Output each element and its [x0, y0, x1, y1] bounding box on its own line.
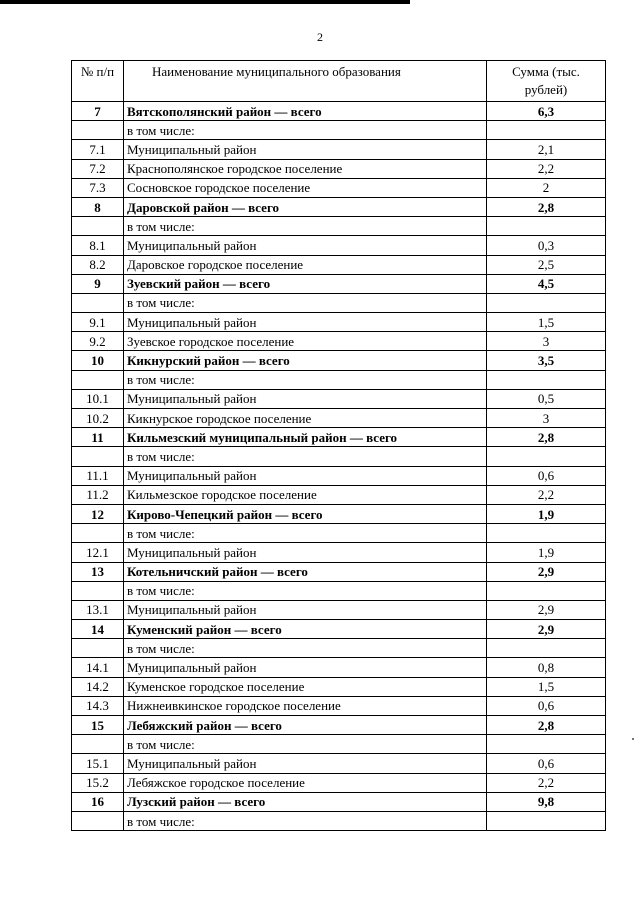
table-row [72, 236, 606, 255]
cell-num: 10 [72, 351, 124, 370]
cell-sum [487, 370, 606, 389]
table-row-total [72, 716, 606, 735]
cell-num: 14 [72, 620, 124, 639]
table-row [72, 485, 606, 504]
cell-name: в том числе: [124, 370, 487, 389]
cell-num: 15 [72, 716, 124, 735]
cell-name: Котельничский район — всего [124, 562, 487, 581]
cell-sum: 1,5 [487, 677, 606, 696]
cell-name: Даровское городское поселение [124, 255, 487, 274]
cell-name: Нижнеивкинское городское поселение [124, 696, 487, 715]
cell-sum: 4,5 [487, 274, 606, 293]
cell-name: Зуевский район — всего [124, 274, 487, 293]
cell-num [72, 811, 124, 830]
cell-num [72, 121, 124, 140]
cell-sum: 2,1 [487, 140, 606, 159]
cell-name: в том числе: [124, 581, 487, 600]
cell-sum: 6,3 [487, 102, 606, 121]
table-row [72, 332, 606, 351]
cell-name: Кикнурский район — всего [124, 351, 487, 370]
cell-sum: 2 [487, 178, 606, 197]
cell-sum [487, 447, 606, 466]
cell-num [72, 293, 124, 312]
cell-sum: 0,6 [487, 696, 606, 715]
table-row-total [72, 102, 606, 121]
cell-num: 14.3 [72, 696, 124, 715]
cell-sum: 2,8 [487, 716, 606, 735]
cell-sum: 2,8 [487, 197, 606, 216]
header-num: № п/п [72, 61, 124, 102]
table-body [72, 102, 606, 831]
cell-name: в том числе: [124, 811, 487, 830]
cell-sum: 2,5 [487, 255, 606, 274]
cell-name: в том числе: [124, 293, 487, 312]
cell-sum [487, 581, 606, 600]
cell-sum: 2,9 [487, 600, 606, 619]
cell-name: Муниципальный район [124, 543, 487, 562]
cell-num: 9 [72, 274, 124, 293]
cell-sum [487, 524, 606, 543]
cell-sum: 1,5 [487, 313, 606, 332]
cell-name: Кильмезское городское поселение [124, 485, 487, 504]
table-row [72, 600, 606, 619]
cell-sum [487, 293, 606, 312]
cell-num [72, 524, 124, 543]
cell-sum: 0,8 [487, 658, 606, 677]
table-row [72, 581, 606, 600]
table-row-total [72, 504, 606, 523]
cell-sum [487, 121, 606, 140]
cell-name: Муниципальный район [124, 389, 487, 408]
cell-sum [487, 811, 606, 830]
cell-name: в том числе: [124, 447, 487, 466]
cell-name: Краснополянское городское поселение [124, 159, 487, 178]
table-row [72, 293, 606, 312]
cell-name: Лебяжский район — всего [124, 716, 487, 735]
cell-num: 13 [72, 562, 124, 581]
table-row [72, 159, 606, 178]
cell-num [72, 370, 124, 389]
top-rule [0, 0, 410, 4]
cell-num: 14.1 [72, 658, 124, 677]
cell-name: в том числе: [124, 639, 487, 658]
cell-name: Сосновское городское поселение [124, 178, 487, 197]
cell-sum: 0,6 [487, 466, 606, 485]
cell-sum: 1,9 [487, 543, 606, 562]
page-number: 2 [317, 30, 323, 44]
cell-sum [487, 735, 606, 754]
cell-name: в том числе: [124, 217, 487, 236]
cell-num [72, 581, 124, 600]
cell-num: 7 [72, 102, 124, 121]
cell-name: Вятскополянский район — всего [124, 102, 487, 121]
cell-num: 8.2 [72, 255, 124, 274]
cell-num: 12.1 [72, 543, 124, 562]
table-row [72, 754, 606, 773]
cell-sum [487, 639, 606, 658]
table-row [72, 178, 606, 197]
cell-name: Даровской район — всего [124, 197, 487, 216]
cell-num: 8 [72, 197, 124, 216]
cell-num: 7.1 [72, 140, 124, 159]
cell-num: 9.2 [72, 332, 124, 351]
table-row-total [72, 792, 606, 811]
table-row [72, 389, 606, 408]
cell-num [72, 447, 124, 466]
table-row [72, 677, 606, 696]
table-row-total [72, 620, 606, 639]
cell-name: Кикнурское городское поселение [124, 409, 487, 428]
table-row [72, 370, 606, 389]
cell-name: Зуевское городское поселение [124, 332, 487, 351]
cell-name: Муниципальный район [124, 600, 487, 619]
cell-num: 11 [72, 428, 124, 447]
table-row [72, 409, 606, 428]
cell-num: 8.1 [72, 236, 124, 255]
cell-sum: 2,2 [487, 485, 606, 504]
cell-sum: 9,8 [487, 792, 606, 811]
cell-sum: 3 [487, 409, 606, 428]
header-sum: Сумма (тыс. рублей) [487, 61, 606, 102]
cell-name: Муниципальный район [124, 466, 487, 485]
cell-sum: 2,9 [487, 620, 606, 639]
table-row [72, 447, 606, 466]
table-row-total [72, 562, 606, 581]
table-row [72, 255, 606, 274]
cell-sum: 0,3 [487, 236, 606, 255]
cell-sum: 2,9 [487, 562, 606, 581]
header-name: Наименование муниципального образования [124, 61, 487, 102]
cell-sum: 3 [487, 332, 606, 351]
cell-num: 12 [72, 504, 124, 523]
table-row [72, 217, 606, 236]
cell-num: 16 [72, 792, 124, 811]
cell-sum: 0,5 [487, 389, 606, 408]
cell-num [72, 217, 124, 236]
cell-name: Муниципальный район [124, 658, 487, 677]
cell-num: 15.2 [72, 773, 124, 792]
table-row-total [72, 274, 606, 293]
cell-num: 13.1 [72, 600, 124, 619]
table-row [72, 524, 606, 543]
table-row [72, 466, 606, 485]
table-row [72, 773, 606, 792]
cell-name: Кирово-Чепецкий район — всего [124, 504, 487, 523]
cell-sum: 2,2 [487, 159, 606, 178]
table-row [72, 696, 606, 715]
table-row [72, 140, 606, 159]
cell-name: Муниципальный район [124, 313, 487, 332]
cell-name: Куменское городское поселение [124, 677, 487, 696]
cell-name: в том числе: [124, 121, 487, 140]
cell-name: Лебяжское городское поселение [124, 773, 487, 792]
cell-num: 9.1 [72, 313, 124, 332]
table-row [72, 121, 606, 140]
table-row-total [72, 351, 606, 370]
cell-sum: 1,9 [487, 504, 606, 523]
table-header-row [72, 61, 606, 102]
cell-num [72, 735, 124, 754]
table-row [72, 313, 606, 332]
cell-sum: 2,8 [487, 428, 606, 447]
table-row [72, 811, 606, 830]
cell-name: в том числе: [124, 524, 487, 543]
table-row [72, 735, 606, 754]
cell-name: Куменский район — всего [124, 620, 487, 639]
cell-name: Муниципальный район [124, 140, 487, 159]
cell-sum [487, 217, 606, 236]
cell-num: 15.1 [72, 754, 124, 773]
cell-name: Лузский район — всего [124, 792, 487, 811]
cell-sum: 3,5 [487, 351, 606, 370]
cell-num: 14.2 [72, 677, 124, 696]
cell-name: Кильмезский муниципальный район — всего [124, 428, 487, 447]
cell-num: 10.2 [72, 409, 124, 428]
table-row [72, 639, 606, 658]
cell-sum: 0,6 [487, 754, 606, 773]
cell-num: 11.2 [72, 485, 124, 504]
cell-num: 10.1 [72, 389, 124, 408]
cell-num [72, 639, 124, 658]
cell-num: 7.2 [72, 159, 124, 178]
cell-name: Муниципальный район [124, 236, 487, 255]
cell-sum: 2,2 [487, 773, 606, 792]
cell-name: в том числе: [124, 735, 487, 754]
cell-num: 11.1 [72, 466, 124, 485]
budget-table [71, 60, 606, 831]
cell-name: Муниципальный район [124, 754, 487, 773]
table-row [72, 658, 606, 677]
scan-speck [632, 738, 634, 740]
table-row-total [72, 428, 606, 447]
table-row [72, 543, 606, 562]
table-row-total [72, 197, 606, 216]
cell-num: 7.3 [72, 178, 124, 197]
